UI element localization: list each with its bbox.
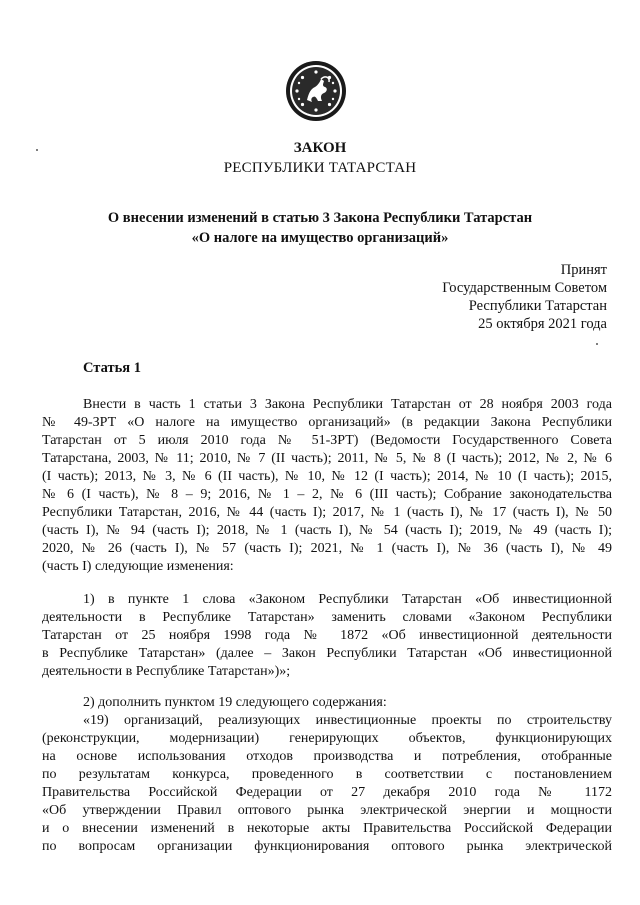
paragraph-line: 2020, № 26 (часть I), № 57 (часть I); 2021, № 1 (часть I), № 36 (часть I), № 49 (42, 541, 612, 556)
adopted-date: 25 октября 2021 года (478, 316, 607, 332)
item-line: «Об утверждении Правил оптового рынка электрической энергии и мощности (42, 803, 612, 818)
scan-speck (36, 149, 38, 151)
paragraph-line: (часть I), № 94 (часть I); 2018, № 1 (часть I), № 54 (часть I); 2019, № 49 (часть I); (42, 523, 612, 538)
paragraph-line: Татарстан от 5 июля 2010 года № 51-ЗРТ) (Ведомости Государственного Совета (42, 433, 612, 448)
paragraph-line: (часть I) следующие изменения: (42, 559, 234, 574)
item-line: деятельности в Республике Татарстан»)»; (42, 664, 291, 679)
item-line: на основе использования отходов производства и потребления, отобранные (42, 749, 612, 764)
law-title-line: О внесении изменений в статью 3 Закона Республики Татарстан (107, 210, 533, 226)
item-heading: 2) дополнить пунктом 19 следующего содержания: (83, 695, 387, 710)
item-line: и о внесении изменений в некоторые акты Правительства Российской Федерации (42, 821, 612, 836)
paragraph-line: (I часть); 2013, № 3, № 6 (II часть), № 10, № 12 (I часть); 2014, № 10 (I часть); 2015, (42, 469, 612, 484)
scan-speck (596, 343, 598, 345)
adopted-line: Государственным Советом (442, 280, 607, 296)
item-line: по результатам конкурса, проведенного в соответствии с постановлением (42, 767, 612, 782)
item-line: (реконструкции, модернизации) генерирующих объектов, функционирующих (42, 731, 612, 746)
paragraph-line: № 6 (I часть), № 8 – 9; 2016, № 1 – 2, № 6 (III часть); Собрание законодательства (42, 487, 612, 502)
coat-of-arms-emblem (285, 60, 347, 122)
paragraph-line: Татарстана, 2003, № 11; 2010, № 7 (II часть); 2011, № 5, № 8 (I часть); 2012, № 2, № 6 (42, 451, 612, 466)
paragraph-line: Республики Татарстан, 2016, № 44 (часть I); 2017, № 1 (часть I), № 17 (часть I), № 50 (42, 505, 612, 520)
item-line: в Республике Татарстан» (далее – Закон Республики Татарстан «Об инвестиционной (42, 646, 612, 661)
law-heading: ЗАКОН (293, 140, 347, 156)
item-line: 1) в пункте 1 слова «Законом Республики Татарстан «Об инвестиционной (83, 592, 612, 607)
law-title-line: «О налоге на имущество организаций» (191, 230, 449, 246)
article-heading: Статья 1 (83, 360, 141, 376)
adopted-line: Принят (560, 262, 607, 278)
item-line: Правительства Российской Федерации от 27 декабря 2010 года № 1172 (42, 785, 612, 800)
item-line: Татарстан от 25 ноября 1998 года № 1872 «Об инвестиционной деятельности (42, 628, 612, 643)
adopted-line: Республики Татарстан (468, 298, 607, 314)
republic-heading: РЕСПУБЛИКИ ТАТАРСТАН (223, 160, 417, 176)
item-line: по вопросам организации функционирования оптового рынка электрической (42, 839, 612, 854)
item-line: деятельности в Республике Татарстан» заменить словами «Законом Республики (42, 610, 612, 625)
item-line: «19) организаций, реализующих инвестиционные проекты по строительству (83, 713, 612, 728)
paragraph-line: Внести в часть 1 статьи 3 Закона Республики Татарстан от 28 ноября 2003 года (83, 397, 612, 412)
paragraph-line: № 49-ЗРТ «О налоге на имущество организаций» (в редакции Закона Республики (42, 415, 612, 430)
